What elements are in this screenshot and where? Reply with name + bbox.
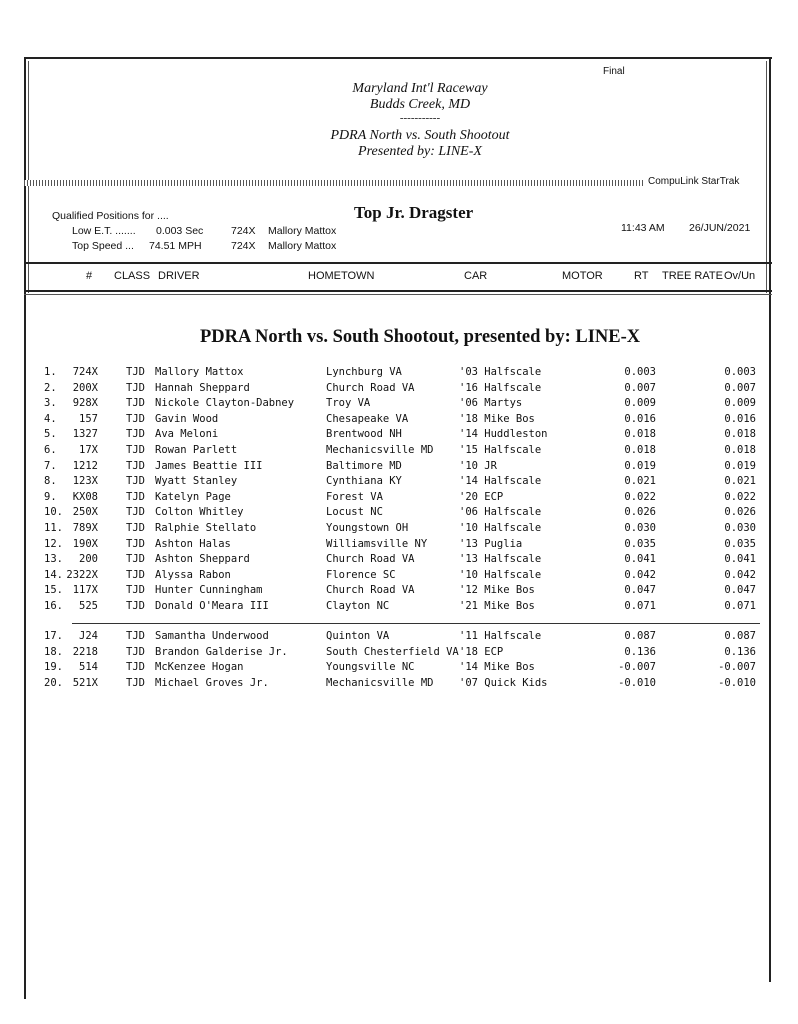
row-hometown: Mechanicsville MD [326, 676, 434, 689]
row-hometown: Mechanicsville MD [326, 444, 434, 456]
row-class: TJD [126, 630, 145, 642]
row-driver: Alyssa Rabon [155, 568, 231, 581]
frame-right-inner-rule [766, 61, 767, 293]
row-car-number: 514 [79, 661, 98, 674]
row-car-number: KX08 [72, 490, 98, 503]
qualified-label: Qualified Positions for .... [52, 210, 169, 222]
row-car: '03 Halfscale [459, 366, 542, 378]
row-reaction-time: 0.022 [624, 490, 656, 503]
low-et-value: 0.003 Sec [156, 225, 204, 237]
row-class: TJD [126, 537, 145, 550]
row-car: '20 ECP [459, 490, 504, 503]
row-driver: Ashton Halas [155, 537, 231, 550]
table-row [0, 630, 798, 645]
row-driver: Samantha Underwood [155, 630, 269, 642]
top-speed-value: 74.51 MPH [149, 240, 202, 252]
col-header-hometown: HOMETOWN [308, 270, 375, 282]
row-hometown: Locust NC [326, 506, 383, 519]
row-reaction-time: 0.019 [624, 459, 656, 472]
frame-left-inner-rule [28, 61, 29, 293]
row-driver: Hannah Sheppard [155, 381, 250, 394]
row-reaction-time: 0.007 [624, 381, 656, 394]
row-driver: Ralphie Stellato [155, 522, 257, 534]
row-car: '10 Halfscale [459, 568, 542, 581]
row-reaction-time: 0.018 [624, 444, 656, 456]
row-driver: Katelyn Page [155, 490, 231, 503]
table-row [0, 460, 798, 475]
col-header-driver: DRIVER [158, 270, 200, 282]
row-class: TJD [126, 475, 145, 488]
row-reaction-time: 0.136 [624, 645, 656, 658]
row-class: TJD [126, 381, 145, 394]
row-car-number: 1327 [72, 428, 98, 441]
table-row [0, 491, 798, 506]
row-hometown: Church Road VA [326, 553, 415, 566]
brand-label: CompuLink StarTrak [648, 176, 740, 187]
row-driver: Ava Meloni [155, 428, 219, 441]
row-position: 9. [44, 490, 57, 503]
frame-top-rule [24, 57, 772, 59]
table-row [0, 646, 798, 661]
row-over-under: -0.007 [718, 661, 756, 674]
row-car: '18 ECP [459, 645, 504, 658]
row-position: 20. [44, 676, 63, 689]
row-car: '14 Huddleston [459, 428, 548, 441]
row-car: '21 Mike Bos [459, 600, 535, 612]
row-position: 13. [44, 553, 63, 566]
row-car: '16 Halfscale [459, 381, 542, 394]
row-class: TJD [126, 676, 145, 689]
row-position: 16. [44, 600, 63, 612]
row-car: '06 Martys [459, 397, 523, 410]
row-class: TJD [126, 459, 145, 472]
results-title: PDRA North vs. South Shootout, presented by: LINE-X [200, 327, 641, 347]
row-car: '10 Halfscale [459, 522, 542, 534]
row-car-number: 525 [79, 600, 98, 612]
row-reaction-time: 0.087 [624, 630, 656, 642]
row-position: 6. [44, 444, 57, 456]
col-header-tree-rate: TREE RATE [662, 270, 723, 282]
row-position: 14. [44, 568, 63, 581]
row-over-under: 0.016 [724, 412, 756, 425]
row-hometown: Church Road VA [326, 381, 415, 394]
row-driver: James Beattie III [155, 459, 263, 472]
row-position: 19. [44, 661, 63, 674]
row-reaction-time: 0.021 [624, 475, 656, 488]
row-car-number: 200 [79, 553, 98, 566]
row-over-under: 0.071 [724, 600, 756, 612]
row-car-number: J24 [79, 630, 98, 642]
row-class: TJD [126, 412, 145, 425]
row-car: '18 Mike Bos [459, 412, 535, 425]
row-driver: Hunter Cunningham [155, 584, 263, 597]
row-class: TJD [126, 522, 145, 534]
row-hometown: Youngsville NC [326, 661, 415, 674]
row-reaction-time: 0.035 [624, 537, 656, 550]
row-reaction-time: 0.030 [624, 522, 656, 534]
row-reaction-time: 0.047 [624, 584, 656, 597]
row-car-number: 157 [79, 412, 98, 425]
row-class: TJD [126, 428, 145, 441]
row-over-under: 0.003 [724, 366, 756, 378]
row-over-under: 0.009 [724, 397, 756, 410]
row-class: TJD [126, 490, 145, 503]
row-position: 12. [44, 537, 63, 550]
row-over-under: 0.042 [724, 568, 756, 581]
row-car-number: 724X [72, 366, 98, 378]
row-position: 18. [44, 645, 63, 658]
cut-line [72, 623, 760, 624]
row-class: TJD [126, 600, 145, 612]
table-row [0, 382, 798, 397]
event-sponsor: Presented by: LINE-X [358, 144, 482, 159]
table-row [0, 677, 798, 692]
row-driver: Nickole Clayton-Dabney [155, 397, 295, 410]
low-et-label: Low E.T. ....... [72, 225, 136, 237]
table-row [0, 428, 798, 443]
row-position: 15. [44, 584, 63, 597]
row-car-number: 117X [72, 584, 98, 597]
header-bottom-rule [24, 290, 772, 292]
col-header-car: CAR [464, 270, 488, 282]
row-over-under: 0.022 [724, 490, 756, 503]
row-car-number: 2322X [66, 568, 98, 581]
col-header-ovun: Ov/Un [724, 270, 756, 282]
row-car: '11 Halfscale [459, 630, 542, 642]
row-reaction-time: 0.018 [624, 428, 656, 441]
row-hometown: Brentwood NH [326, 428, 402, 441]
row-position: 8. [44, 475, 57, 488]
row-over-under: 0.087 [724, 630, 756, 642]
row-hometown: Baltimore MD [326, 459, 402, 472]
row-car: '12 Mike Bos [459, 584, 535, 597]
row-hometown: Lynchburg VA [326, 366, 402, 378]
row-car: '13 Puglia [459, 537, 523, 550]
row-car: '14 Halfscale [459, 475, 542, 488]
table-row [0, 569, 798, 584]
status-label: Final [603, 66, 625, 77]
row-car-number: 123X [72, 475, 98, 488]
report-time: 11:43 AM [621, 222, 665, 234]
row-reaction-time: 0.042 [624, 568, 656, 581]
top-speed-label: Top Speed ... [72, 240, 134, 252]
row-hometown: Cynthiana KY [326, 475, 402, 488]
header-bottom-rule-2 [24, 294, 772, 295]
row-hometown: Forest VA [326, 490, 383, 503]
row-position: 4. [44, 412, 57, 425]
row-driver: Michael Groves Jr. [155, 676, 269, 689]
top-speed-driver: Mallory Mattox [268, 240, 337, 252]
report-date: 26/JUN/2021 [689, 222, 751, 234]
row-class: TJD [126, 553, 145, 566]
class-title: Top Jr. Dragster [354, 203, 474, 222]
row-class: TJD [126, 444, 145, 456]
row-driver: Wyatt Stanley [155, 475, 238, 488]
venue-separator: ----------- [399, 112, 441, 124]
table-row [0, 538, 798, 553]
row-position: 7. [44, 459, 57, 472]
row-over-under: 0.019 [724, 459, 756, 472]
col-header-number: # [86, 270, 93, 282]
row-driver: Ashton Sheppard [155, 553, 250, 566]
top-speed-car: 724X [231, 240, 256, 252]
row-hometown: Troy VA [326, 397, 371, 410]
row-driver: Rowan Parlett [155, 444, 238, 456]
row-car: '14 Mike Bos [459, 661, 535, 674]
table-row [0, 366, 798, 381]
row-over-under: 0.018 [724, 444, 756, 456]
row-driver: Brandon Galderise Jr. [155, 645, 288, 658]
row-car-number: 200X [72, 381, 98, 394]
row-car-number: 250X [72, 506, 98, 519]
row-class: TJD [126, 661, 145, 674]
row-car-number: 190X [72, 537, 98, 550]
low-et-car: 724X [231, 225, 256, 237]
row-hometown: Church Road VA [326, 584, 415, 597]
col-header-class: CLASS [114, 270, 151, 282]
row-class: TJD [126, 397, 145, 410]
row-driver: Mallory Mattox [155, 366, 244, 378]
row-car: '15 Halfscale [459, 444, 542, 456]
row-reaction-time: 0.026 [624, 506, 656, 519]
row-driver: Gavin Wood [155, 412, 219, 425]
table-row [0, 413, 798, 428]
table-row [0, 600, 798, 615]
row-over-under: 0.136 [724, 645, 756, 658]
row-reaction-time: 0.003 [624, 366, 656, 378]
table-row [0, 522, 798, 537]
row-reaction-time: 0.071 [624, 600, 656, 612]
row-hometown: Youngstown OH [326, 522, 409, 534]
row-position: 1. [44, 366, 57, 378]
row-hometown: Clayton NC [326, 600, 390, 612]
row-car-number: 928X [72, 397, 98, 410]
row-car-number: 521X [72, 676, 98, 689]
header-top-rule [24, 262, 772, 264]
row-over-under: 0.021 [724, 475, 756, 488]
row-class: TJD [126, 506, 145, 519]
row-driver: Donald O'Meara III [155, 600, 269, 612]
row-position: 3. [44, 397, 57, 410]
row-car-number: 789X [72, 522, 98, 534]
dotted-divider [24, 180, 644, 186]
row-car: '06 Halfscale [459, 506, 542, 519]
row-class: TJD [126, 568, 145, 581]
table-row [0, 475, 798, 490]
row-driver: McKenzee Hogan [155, 661, 244, 674]
row-class: TJD [126, 645, 145, 658]
table-row [0, 553, 798, 568]
row-position: 5. [44, 428, 57, 441]
table-row [0, 661, 798, 676]
row-over-under: 0.007 [724, 381, 756, 394]
table-row [0, 444, 798, 459]
row-car-number: 17X [79, 444, 98, 456]
row-driver: Colton Whitley [155, 506, 244, 519]
row-position: 11. [44, 522, 63, 534]
row-hometown: Chesapeake VA [326, 412, 409, 425]
row-over-under: 0.018 [724, 428, 756, 441]
row-position: 17. [44, 630, 63, 642]
row-reaction-time: -0.007 [618, 661, 656, 674]
row-over-under: 0.041 [724, 553, 756, 566]
row-hometown: Quinton VA [326, 630, 390, 642]
row-class: TJD [126, 366, 145, 378]
row-hometown: Florence SC [326, 568, 396, 581]
row-reaction-time: 0.009 [624, 397, 656, 410]
row-over-under: 0.030 [724, 522, 756, 534]
venue-location: Budds Creek, MD [369, 97, 471, 112]
row-car-number: 2218 [72, 645, 98, 658]
col-header-motor: MOTOR [562, 270, 603, 282]
row-hometown: Williamsville NY [326, 537, 428, 550]
col-header-rt: RT [634, 270, 649, 282]
row-reaction-time: 0.016 [624, 412, 656, 425]
row-car: '13 Halfscale [459, 553, 542, 566]
row-car: '07 Quick Kids [459, 676, 548, 689]
low-et-driver: Mallory Mattox [268, 225, 337, 237]
row-car-number: 1212 [72, 459, 98, 472]
table-row [0, 397, 798, 412]
row-over-under: 0.047 [724, 584, 756, 597]
row-hometown: South Chesterfield VA [326, 645, 459, 658]
venue-name: Maryland Int'l Raceway [352, 81, 488, 96]
row-over-under: 0.035 [724, 537, 756, 550]
row-class: TJD [126, 584, 145, 597]
row-position: 2. [44, 381, 57, 394]
row-reaction-time: -0.010 [618, 676, 656, 689]
row-car: '10 JR [459, 459, 497, 472]
table-row [0, 584, 798, 599]
table-row [0, 506, 798, 521]
row-reaction-time: 0.041 [624, 553, 656, 566]
row-over-under: 0.026 [724, 506, 756, 519]
row-position: 10. [44, 506, 63, 519]
row-over-under: -0.010 [718, 676, 756, 689]
event-name: PDRA North vs. South Shootout [330, 128, 510, 143]
